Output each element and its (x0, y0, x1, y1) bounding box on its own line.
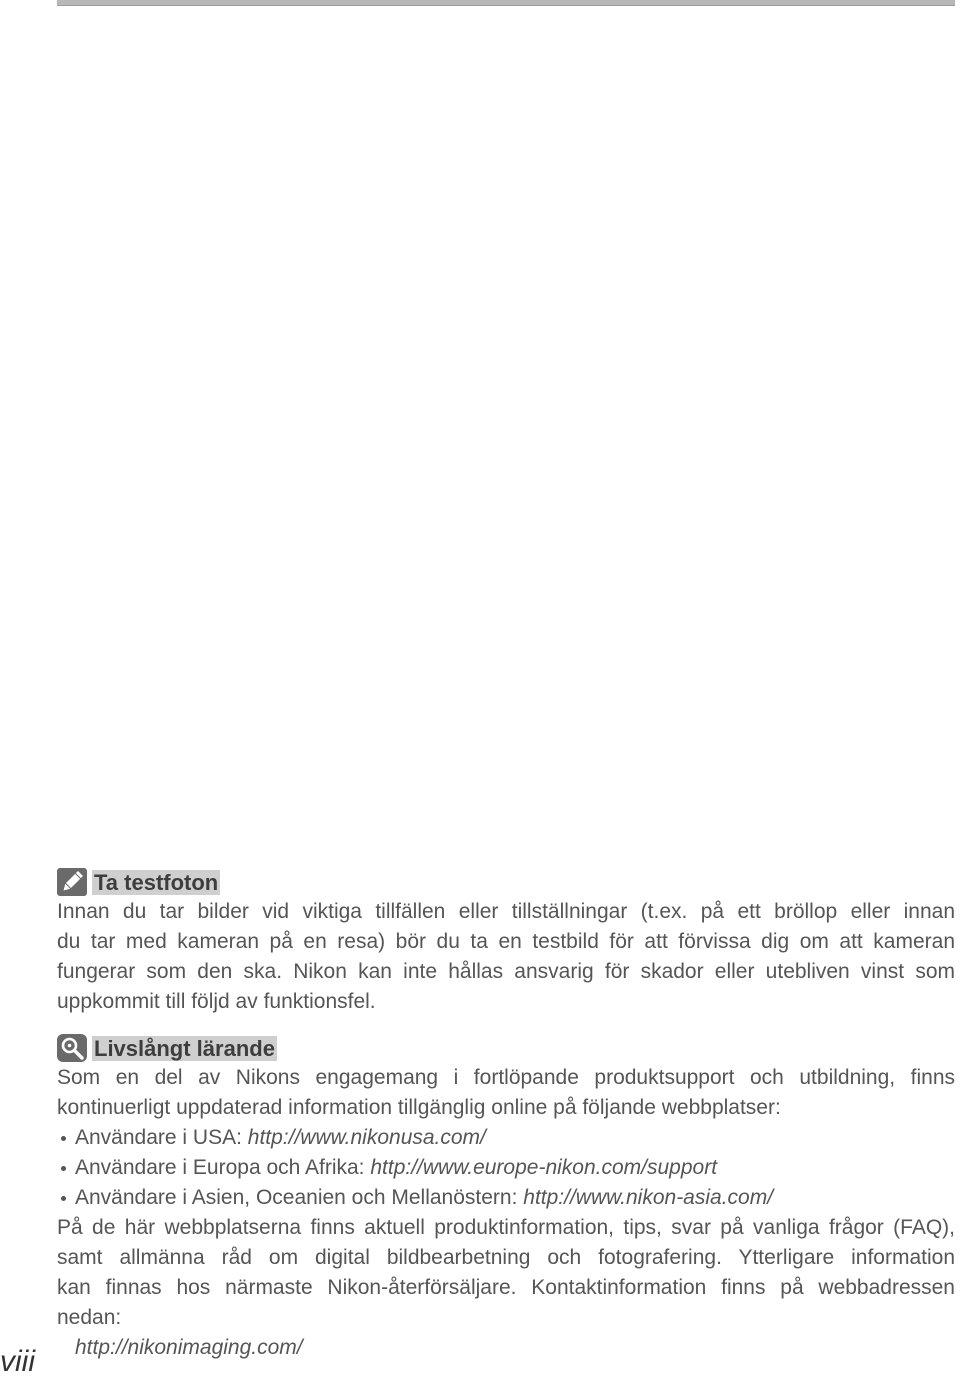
section-title: Livslångt lärande (94, 1035, 275, 1061)
paragraph-line: du tar med kameran på en resa) bör du ta en testbild för att förvissa dig om att kameran (57, 930, 955, 953)
paragraph-line: fungerar som den ska. Nikon kan inte hållas ansvarig för skador eller utebliven vinst som (57, 960, 955, 983)
site-label: Användare i Europa och Afrika: (75, 1156, 365, 1179)
list-item-text (75, 1123, 486, 1153)
site-url: http://www.europe-nikon.com/support (370, 1156, 718, 1179)
site-label: Användare i USA: (75, 1126, 242, 1149)
paragraph-line: uppkommit till följd av funktionsfel. (57, 990, 376, 1013)
lifelong-learning-section (57, 1033, 955, 1363)
paragraph-line: Som en del av Nikons engagemang i fortlöpande produktsupport och utbildning, finns (57, 1066, 955, 1089)
list-item (57, 1183, 955, 1213)
contact-url: http://nikonimaging.com/ (75, 1336, 303, 1359)
bullet-marker (61, 1136, 66, 1141)
paragraph-line: Innan du tar bilder vid viktiga tillfällen eller tillställningar (t.ex. på ett bröllop eller innan (57, 900, 955, 923)
paragraph-line: kontinuerligt uppdaterad information tillgänglig online på följande webbplatser: (57, 1096, 781, 1119)
magnifier-icon (57, 1034, 87, 1062)
paragraph-line: På de här webbplatserna finns aktuell produktinformation, tips, svar på vanliga frågor (FAQ), (57, 1216, 955, 1239)
top-rule (57, 0, 955, 6)
bullet-marker (61, 1166, 66, 1171)
bullet-marker (61, 1196, 66, 1201)
section-title: Ta testfoton (94, 869, 219, 895)
list-item-text (75, 1153, 717, 1183)
paragraph-line: samt allmänna råd om digital bildbearbetning och fotografering. Ytterligare information (57, 1246, 955, 1269)
site-url: http://www.nikon-asia.com/ (523, 1186, 774, 1209)
pencil-icon (57, 868, 87, 896)
tip-test-photos-section (57, 867, 955, 1017)
list-item (57, 1153, 955, 1183)
contact-url-line (57, 1333, 955, 1363)
paragraph-line: nedan: (57, 1306, 122, 1329)
section-heading (57, 1033, 955, 1063)
list-item (57, 1123, 955, 1153)
section-heading (57, 867, 955, 897)
site-label: Användare i Asien, Oceanien och Mellanöstern: (75, 1186, 518, 1209)
site-url: http://www.nikonusa.com/ (247, 1126, 486, 1149)
paragraph-line: kan finnas hos närmaste Nikon-återförsäljare. Kontaktinformation finns på webbadressen (57, 1276, 955, 1299)
list-item-text (75, 1183, 773, 1213)
page-number: viii (0, 1345, 35, 1378)
